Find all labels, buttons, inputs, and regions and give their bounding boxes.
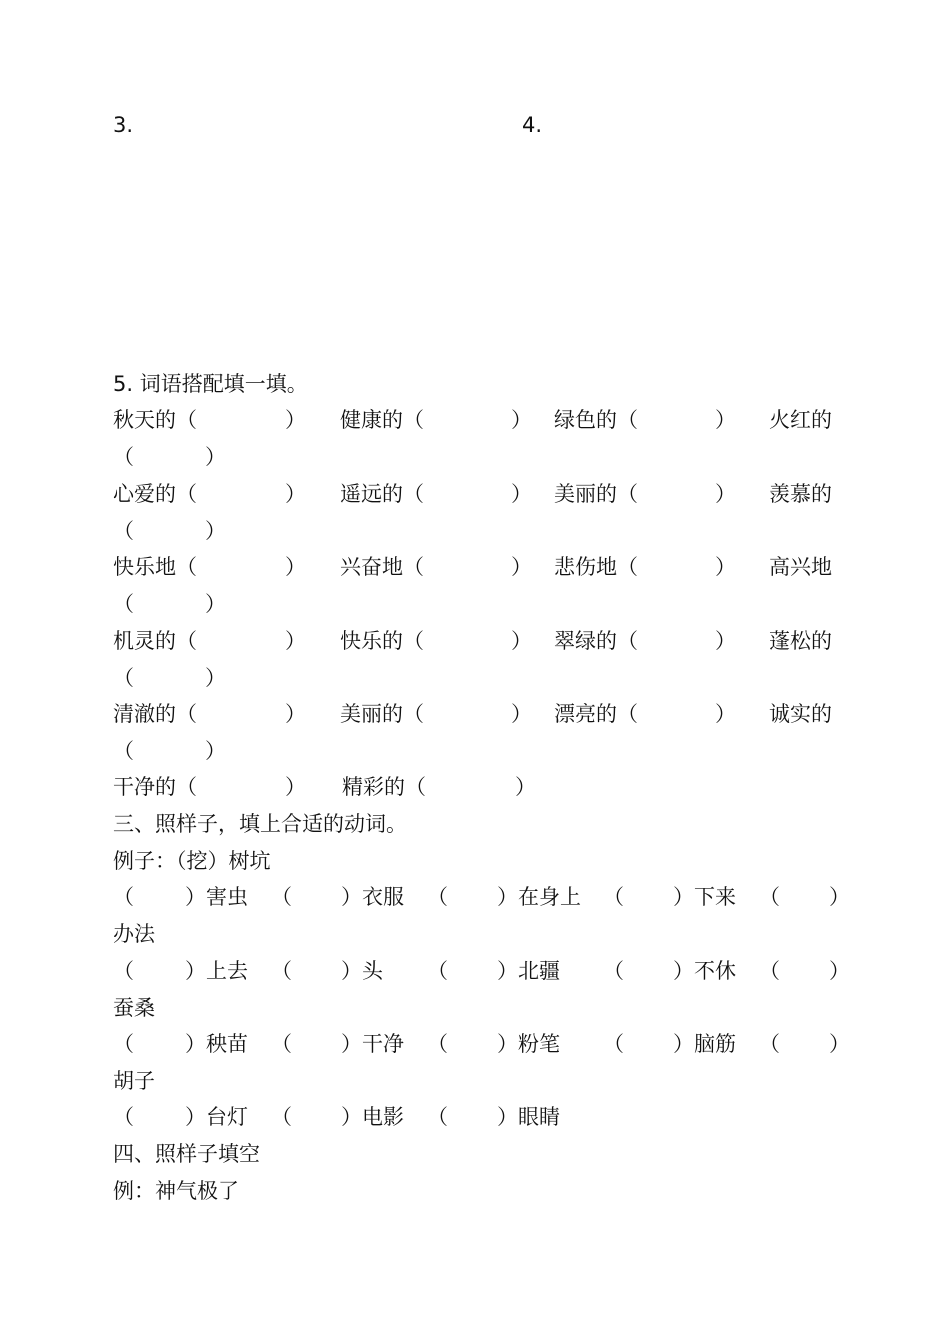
phrase-stem: 蓬松的 [769,628,832,653]
blank-open: （ [113,1032,134,1056]
verb-object: ）衣服 [341,885,404,909]
blank-close: ） [205,445,226,469]
section3-row [113,1032,850,1056]
phrase-stem: 翠绿的（ [554,628,638,653]
section5-row-wrap [113,445,843,469]
blank-close: ） [511,555,532,579]
blank-close: ） [511,408,532,432]
blank-open: （ [427,885,448,909]
blank-open: （ [759,958,780,983]
blank-close: ） [829,885,850,909]
blank-close: ） [715,481,736,506]
blank-close: ） [511,628,532,653]
section5-title: 5. 词语搭配填一填。 [113,372,308,396]
blank-close: ） [205,739,226,763]
section5-row [113,482,843,506]
verb-object: ）在身上 [497,885,581,909]
section3-example: 例子：（挖）树坑 [113,849,271,873]
section5-row-wrap [113,519,843,543]
blank-close: ） [205,592,226,616]
blank-open: （ [113,739,134,763]
blank-open: （ [759,1032,780,1056]
verb-object: ）北疆 [497,958,560,983]
verb-object: ）下来 [673,885,736,909]
verb-object: 胡子 [113,1069,155,1093]
blank-close: ） [285,408,306,432]
blank-open: （ [113,445,134,469]
section3-row-wrap [113,922,843,946]
phrase-stem: 秋天的（ [113,408,197,432]
blank-close: ） [715,702,736,726]
blank-close: ） [511,481,532,506]
verb-object: ）眼睛 [497,1105,560,1129]
verb-object: ）干净 [341,1032,404,1056]
phrase-stem: 快乐地（ [113,555,197,579]
blank-open: （ [759,885,780,909]
section4-title: 四、照样子填空 [113,1142,260,1166]
blank-close: ） [285,775,306,799]
section5-row [113,555,843,579]
phrase-stem: 兴奋地（ [340,555,424,579]
verb-object: ）不休 [673,958,736,983]
blank-open: （ [271,958,292,983]
phrase-stem: 遥远的（ [340,481,424,506]
blank-open: （ [603,885,624,909]
verb-object: 办法 [113,922,155,946]
phrase-stem: 高兴地 [769,555,832,579]
blank-open: （ [603,958,624,983]
verb-object: ）上去 [185,958,248,983]
blank-close: ） [515,775,536,799]
blank-open: （ [271,1032,292,1056]
verb-object: ）脑筋 [673,1032,736,1056]
verb-object: ）头 [341,958,383,983]
phrase-stem: 清澈的（ [113,702,197,726]
section3-last-row [113,1105,843,1129]
blank-close: ） [205,665,226,690]
blank-open: （ [113,518,134,543]
phrase-stem: 快乐的（ [340,628,424,653]
blank-open: （ [427,1032,448,1056]
verb-object: ）害虫 [185,885,248,909]
blank-close: ） [829,1032,850,1056]
blank-close: ） [511,702,532,726]
verb-object: ）电影 [341,1105,404,1129]
blank-close: ） [285,628,306,653]
section5-row [113,702,843,726]
section3-row [113,885,850,909]
blank-open: （ [113,665,134,690]
phrase-stem: 火红的 [769,408,832,432]
blank-close: ） [285,702,306,726]
section5-last-row [113,775,843,799]
blank-open: （ [113,1105,134,1129]
blank-open: （ [113,885,134,909]
section3-row-wrap [113,996,843,1020]
blank-open: （ [271,1105,292,1129]
blank-close: ） [715,628,736,653]
section4-example: 例：神气极了 [113,1179,239,1203]
phrase-stem: 诚实的 [769,702,832,726]
phrase-stem: 悲伤地（ [554,555,638,579]
section3-title: 三、照样子，填上合适的动词。 [113,812,407,836]
section3-row [113,958,850,983]
phrase-stem: 干净的（ [113,775,197,799]
blank-open: （ [113,958,134,983]
section5-row-wrap [113,666,843,690]
blank-open: （ [113,592,134,616]
section5-row-wrap [113,592,843,616]
blank-close: ） [205,518,226,543]
section3-row-wrap [113,1069,843,1093]
blank-open: （ [603,1032,624,1056]
blank-open: （ [427,1105,448,1129]
phrase-stem: 绿色的（ [554,408,638,432]
verb-object: ）粉笔 [497,1032,560,1056]
phrase-stem: 健康的（ [340,408,424,432]
phrase-stem: 羡慕的 [769,481,832,506]
item-number-4: 4. [522,113,543,137]
section5-row [113,408,843,432]
blank-close: ） [715,408,736,432]
section5-row-wrap [113,739,843,763]
phrase-stem: 机灵的（ [113,628,197,653]
verb-object: ）台灯 [185,1105,248,1129]
blank-close: ） [285,481,306,506]
blank-close: ） [829,958,850,983]
phrase-stem: 精彩的（ [342,775,426,799]
verb-object: 蚕桑 [113,995,155,1020]
phrase-stem: 心爱的（ [113,481,197,506]
phrase-stem: 美丽的（ [554,481,638,506]
phrase-stem: 美丽的（ [340,702,424,726]
blank-open: （ [271,885,292,909]
blank-close: ） [715,555,736,579]
section5-row [113,629,843,653]
blank-close: ） [285,555,306,579]
item-number-3: 3. [113,113,134,137]
verb-object: ）秧苗 [185,1032,248,1056]
blank-open: （ [427,958,448,983]
phrase-stem: 漂亮的（ [554,702,638,726]
